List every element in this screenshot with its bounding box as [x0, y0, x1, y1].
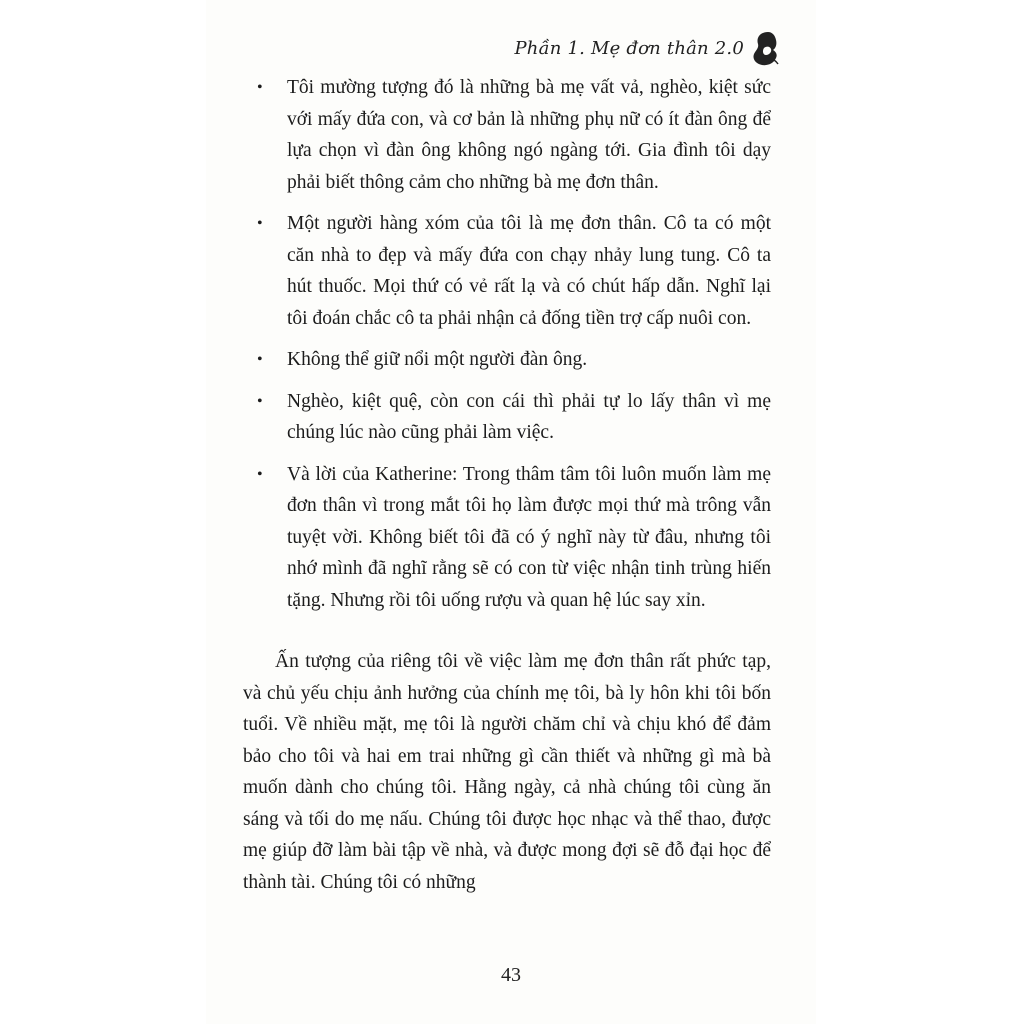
chapter-title: Phần 1. Mẹ đơn thân 2.0 [514, 37, 744, 59]
list-item [243, 208, 771, 334]
bullet-marker: • [257, 79, 263, 96]
bullet-marker: • [257, 215, 263, 232]
list-item [243, 386, 771, 449]
list-item [243, 344, 771, 376]
bullet-marker: • [257, 392, 263, 410]
body-paragraph: Ấn tượng của riêng tôi về việc làm mẹ đơn thân rất phức tạp, và chủ yếu chịu ảnh hưởng của chính mẹ tôi, bà ly hôn khi tôi bốn tuổi. Về nhiều mặt, mẹ tôi là người chăm chỉ và chịu khó để đảm bảo cho tôi và hai em trai những gì cần thiết và những gì mà bà muốn dành cho chúng tôi. Hằng ngày, cả nhà chúng tôi cùng ăn sáng và tối do mẹ nấu. Chúng tôi được học nhạc và thể thao, được mẹ giúp đỡ làm bài tập về nhà, và được mong đợi sẽ đỗ đại học để thành tài. Chúng tôi có những [243, 651, 771, 893]
bullet-text: Tôi mường tượng đó là những bà mẹ vất vả, nghèo, kiệt sức với mấy đứa con, và cơ bản là những phụ nữ có ít đàn ông để lựa chọn vì đàn ông không ngó ngàng tới. Gia đình tôi dạy phải biết thông cảm cho những bà mẹ đơn thân. [287, 77, 771, 193]
bullet-marker: • [257, 351, 263, 368]
page-body [243, 72, 771, 898]
bullet-text: Và lời của Katherine: Trong thâm tâm tôi luôn muốn làm mẹ đơn thân vì trong mắt tôi họ làm được mọi thứ mà trông vẫn tuyệt vời. Không biết tôi đã có ý nghĩ này từ đâu, nhưng tôi nhớ mình đã nghĩ rằng sẽ có con từ việc nhận tinh trùng hiến tặng. Nhưng rồi tôi uống rượu và quan hệ lúc say xỉn. [287, 463, 771, 611]
list-item [243, 459, 771, 617]
bullet-marker: • [257, 465, 263, 483]
page-number: 43 [501, 964, 521, 986]
bullet-list [243, 72, 771, 616]
bullet-text: Không thể giữ nổi một người đàn ông. [287, 349, 588, 370]
bullet-text: Một người hàng xóm của tôi là mẹ đơn thân. Cô ta có một căn nhà to đẹp và mấy đứa con chạy nhảy lung tung. Cô ta hút thuốc. Mọi thứ có vẻ rất lạ và có chút hấp dẫn. Nghĩ lại tôi đoán chắc cô ta phải nhận cả đống tiền trợ cấp nuôi con. [287, 213, 771, 329]
list-item [243, 72, 771, 198]
running-header [514, 28, 780, 68]
book-page [206, 0, 816, 1024]
bullet-text: Nghèo, kiệt quệ, còn con cái thì phải tự lo lấy thân vì mẹ chúng lúc nào cũng phải làm việc. [287, 390, 771, 443]
mother-silhouette-icon [750, 28, 780, 68]
